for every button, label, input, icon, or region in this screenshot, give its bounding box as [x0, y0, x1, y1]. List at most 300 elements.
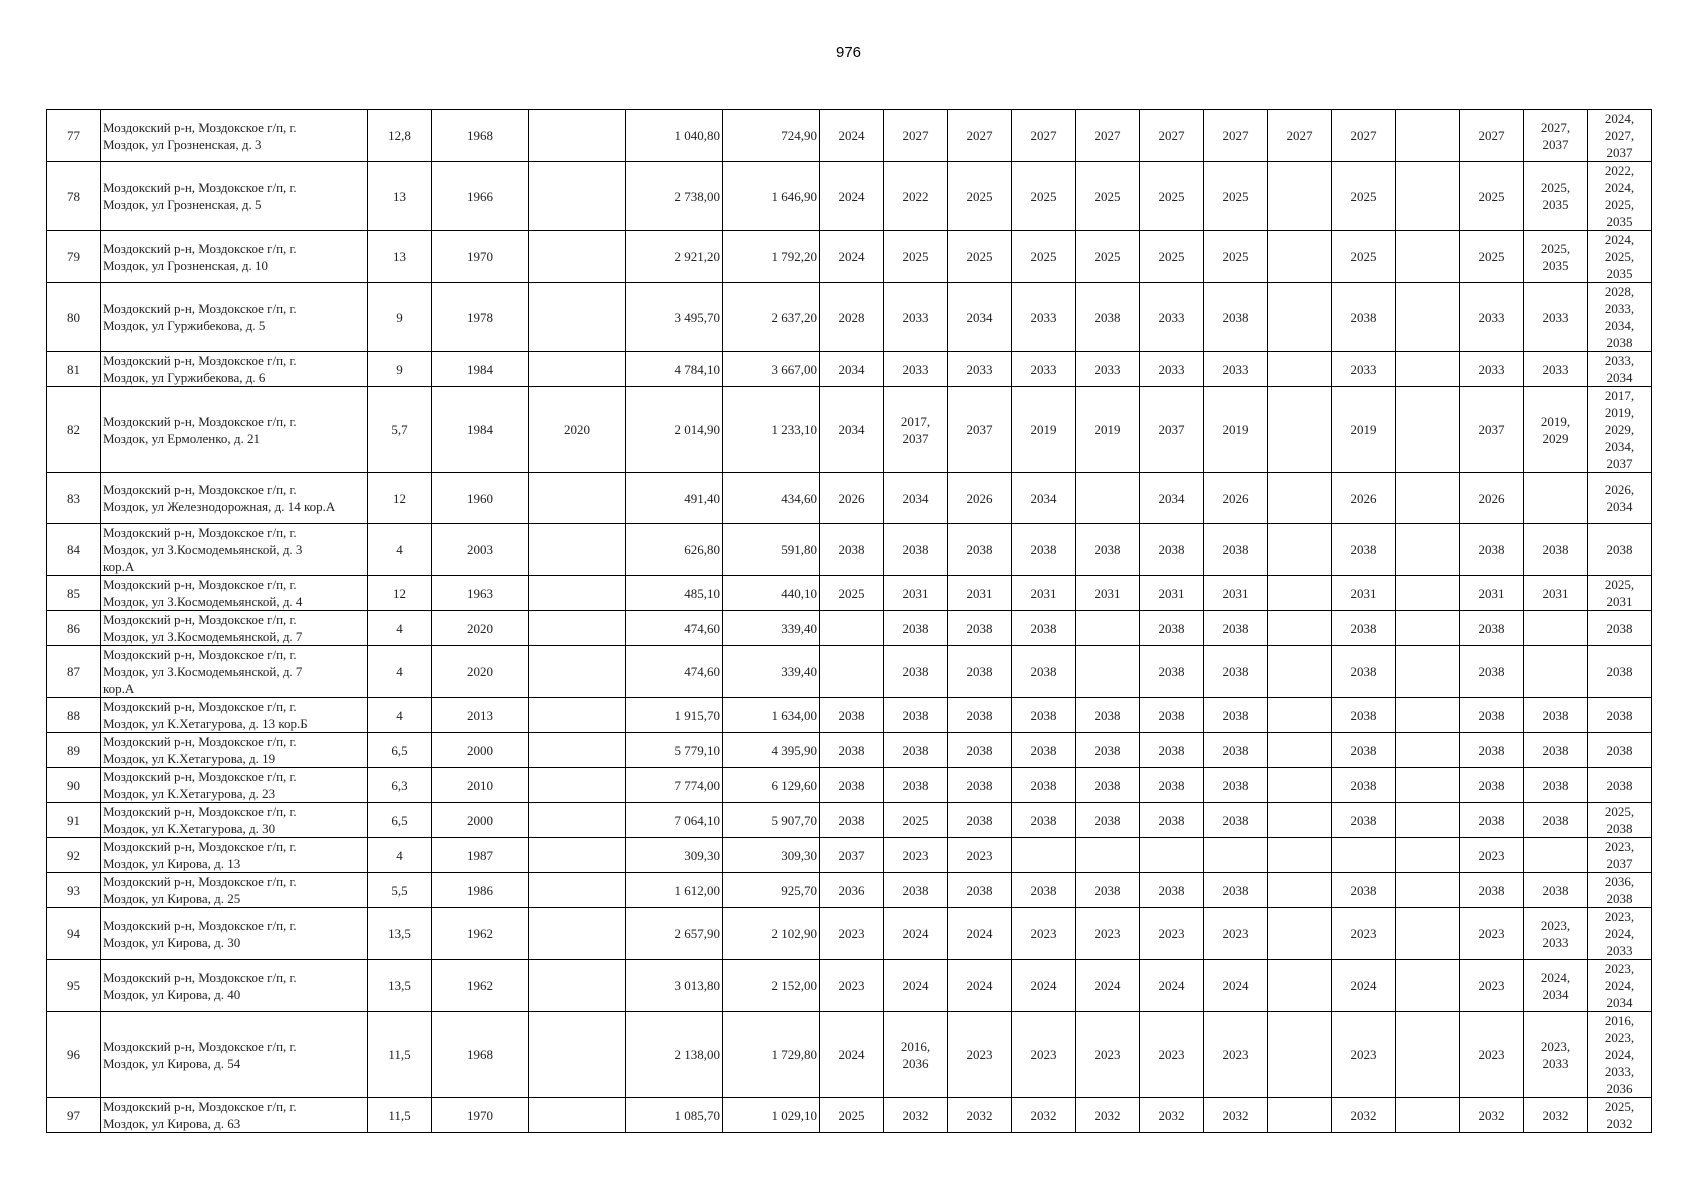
area-total-cell [626, 873, 723, 908]
repair-year-cell [1268, 733, 1332, 768]
repair-year-cell-line: 2023 [838, 978, 865, 993]
area-total-cell-line: 485,10 [684, 585, 720, 601]
area-living-cell-line: 1 792,20 [771, 249, 817, 264]
repair-year-cell [1460, 838, 1524, 873]
repair-year-cell [948, 387, 1012, 473]
repair-year-cell [1140, 524, 1204, 576]
repair-year-cell [1460, 873, 1524, 908]
year-built-cell [432, 576, 529, 611]
repair-year-cell-line: 2025 [1222, 249, 1249, 264]
repair-year-cell [1076, 733, 1140, 768]
repair-year-cell [884, 698, 948, 733]
repair-year-cell-line: 2037 [1158, 422, 1185, 437]
repair-year-cell-line: 2026 [966, 490, 993, 506]
repair-years-combined-cell [1524, 1012, 1588, 1098]
repair-year-cell [820, 524, 884, 576]
repair-year-cell-line: 2023 [966, 1047, 993, 1062]
floors-cell-line: 11,5 [388, 1107, 411, 1123]
repair-year-cell-line: 2038 [1222, 664, 1249, 679]
year-built-cell [432, 908, 529, 960]
repair-year-cell-line: 2038 [1094, 812, 1121, 828]
area-living-cell-line: 3 667,00 [771, 361, 817, 377]
row-number-line: 82 [67, 422, 80, 437]
repair-year-cell-line: 2038 [1158, 742, 1185, 758]
address-cell-line: Моздокский р-н, Моздокское г/п, г. [103, 1038, 297, 1054]
area-living-cell [723, 352, 820, 387]
repair-year-cell [884, 611, 948, 646]
extra-year-cell [529, 768, 626, 803]
repair-year-cell [1460, 162, 1524, 231]
repair-year-cell-line: 2038 [1094, 742, 1121, 758]
repair-year-cell [1396, 803, 1460, 838]
repair-year-cell [1076, 838, 1140, 873]
repair-year-cell [1204, 698, 1268, 733]
address-cell-line: Моздокский р-н, Моздокское г/п, г. [103, 969, 297, 985]
row-number [47, 611, 101, 646]
address-cell-line: Моздокский р-н, Моздокское г/п, г. [103, 482, 297, 497]
repair-year-cell [820, 387, 884, 473]
repair-year-cell [1204, 110, 1268, 162]
repair-year-cell-line: 2025 [1350, 188, 1377, 204]
table-row [47, 283, 1652, 352]
repair-years-combined-cell [1524, 908, 1588, 960]
repair-year-cell [1268, 473, 1332, 524]
area-total-cell-line: 2 138,00 [674, 1047, 720, 1062]
floors-cell [368, 768, 432, 803]
area-total-cell-line: 2 921,20 [674, 249, 720, 264]
repair-year-cell-line: 2023 [1094, 1047, 1121, 1062]
repair-year-cell [1396, 960, 1460, 1012]
repair-year-cell-line: 2027 [966, 128, 993, 143]
year-built-cell-line: 1970 [467, 249, 493, 264]
repair-year-cell [1012, 733, 1076, 768]
address-cell-line: Моздокский р-н, Моздокское г/п, г. [103, 647, 297, 662]
repair-year-cell-line: 2038 [1478, 620, 1505, 636]
repair-year-cell [1076, 873, 1140, 908]
repair-year-cell-line: 2025 [966, 249, 993, 264]
repair-years-total-cell-line: 2038 [1606, 542, 1633, 557]
repair-year-cell [1140, 1012, 1204, 1098]
repair-years-combined-cell [1524, 838, 1588, 873]
area-living-cell [723, 873, 820, 908]
table-row [47, 231, 1652, 283]
extra-year-cell [529, 873, 626, 908]
repair-year-cell-line: 2038 [1350, 742, 1377, 758]
repair-year-cell-line: 2038 [966, 664, 993, 679]
repair-year-cell-line: 2017, [900, 413, 931, 429]
repair-year-cell [1204, 352, 1268, 387]
table-row [47, 646, 1652, 698]
repair-year-cell-line: 2038 [838, 742, 865, 758]
repair-year-cell [1012, 873, 1076, 908]
repair-years-total-cell [1588, 873, 1652, 908]
area-total-cell [626, 838, 723, 873]
table-row [47, 352, 1652, 387]
address-cell [101, 960, 368, 1012]
repair-year-cell [820, 283, 884, 352]
repair-year-cell-line: 2038 [1478, 882, 1505, 898]
repair-years-total-cell [1588, 838, 1652, 873]
repair-year-cell [1460, 473, 1524, 524]
area-living-cell-line: 309,30 [781, 847, 817, 863]
repair-year-cell-line: 2034 [902, 490, 929, 506]
row-number-line: 83 [67, 490, 80, 506]
repair-years-total-cell-line: 2034, [1604, 439, 1635, 454]
year-built-cell-line: 1962 [467, 926, 493, 941]
row-number-line: 80 [67, 309, 80, 325]
repair-year-cell-line: 2027 [1478, 128, 1505, 143]
repair-year-cell [1204, 611, 1268, 646]
repair-year-cell-line: 2031 [902, 585, 929, 601]
table-row [47, 387, 1652, 473]
repair-year-cell-line: 2036 [838, 882, 865, 898]
repair-year-cell-line: 2025 [1158, 249, 1185, 264]
floors-cell-line: 5,7 [391, 422, 408, 437]
row-number-line: 95 [67, 978, 80, 993]
repair-years-total-cell-line: 2037 [1606, 456, 1633, 471]
repair-year-cell [1268, 524, 1332, 576]
row-number-line: 79 [67, 249, 80, 264]
repair-year-cell-line: 2038 [1094, 707, 1121, 723]
repair-year-cell-line: 2038 [1222, 742, 1249, 758]
repair-year-cell-line: 2038 [1094, 309, 1121, 325]
area-total-cell-line: 1 612,00 [674, 882, 720, 898]
floors-cell [368, 733, 432, 768]
year-built-cell-line: 2000 [467, 742, 493, 758]
repair-year-cell [1140, 387, 1204, 473]
repair-year-cell [1204, 231, 1268, 283]
address-cell-line: Моздокский р-н, Моздокское г/п, г. [103, 525, 297, 540]
year-built-cell-line: 2013 [467, 707, 493, 723]
repair-years-combined-cell-line: 2023, [1540, 917, 1571, 933]
repair-year-cell [1332, 162, 1396, 231]
repair-year-cell-line: 2038 [1478, 707, 1505, 723]
row-number [47, 838, 101, 873]
repair-year-cell [884, 524, 948, 576]
floors-cell-line: 9 [396, 361, 403, 377]
area-total-cell-line: 474,60 [684, 620, 720, 636]
year-built-cell [432, 473, 529, 524]
repair-year-cell-line: 2038 [1158, 777, 1185, 793]
repair-year-cell-line: 2037 [838, 847, 865, 863]
floors-cell [368, 473, 432, 524]
area-total-cell-line: 2 657,90 [674, 926, 720, 941]
repair-year-cell [1268, 231, 1332, 283]
repair-year-cell [1140, 873, 1204, 908]
repair-year-cell [1140, 646, 1204, 698]
area-living-cell [723, 803, 820, 838]
repair-year-cell [1460, 803, 1524, 838]
repair-year-cell [820, 611, 884, 646]
address-cell [101, 1098, 368, 1133]
address-cell-line: Моздокский р-н, Моздокское г/п, г. [103, 1099, 297, 1114]
repair-year-cell [1396, 733, 1460, 768]
repair-years-combined-cell-line: 2038 [1542, 812, 1569, 828]
address-cell-line: Моздок, ул Кирова, д. 30 [103, 934, 241, 950]
repair-year-cell-line: 2023 [838, 926, 865, 941]
address-cell-line: Моздок, ул Кирова, д. 25 [103, 891, 241, 906]
repair-year-cell-line: 2031 [1158, 585, 1185, 601]
year-built-cell-line: 1970 [467, 1107, 493, 1123]
repair-years-total-cell-line: 2022, [1604, 163, 1635, 178]
repair-year-cell [1076, 908, 1140, 960]
address-cell [101, 733, 368, 768]
address-cell [101, 283, 368, 352]
repair-year-cell [948, 646, 1012, 698]
repair-year-cell-line: 2025 [1094, 188, 1121, 204]
repair-years-combined-cell [1524, 960, 1588, 1012]
year-built-cell-line: 2020 [467, 664, 493, 679]
row-number-line: 92 [67, 847, 80, 863]
area-total-cell [626, 1012, 723, 1098]
repair-years-total-cell-line: 2034, [1604, 318, 1635, 333]
address-cell-line: Моздок, ул Кирова, д. 13 [103, 856, 241, 871]
repair-year-cell [820, 838, 884, 873]
repair-year-cell [1396, 110, 1460, 162]
repair-years-total-cell-line: 2025, [1604, 1099, 1635, 1114]
repair-year-cell-line: 2038 [1030, 542, 1057, 557]
year-built-cell [432, 162, 529, 231]
repair-year-cell [884, 283, 948, 352]
repair-year-cell [1204, 960, 1268, 1012]
area-living-cell [723, 698, 820, 733]
repair-year-cell [1012, 352, 1076, 387]
repair-year-cell-line: 2038 [1158, 882, 1185, 898]
repair-years-total-cell [1588, 524, 1652, 576]
repair-year-cell-line: 2038 [1478, 742, 1505, 758]
area-total-cell [626, 1098, 723, 1133]
repair-year-cell-line: 2024 [1158, 978, 1185, 993]
repair-year-cell [884, 908, 948, 960]
extra-year-cell [529, 283, 626, 352]
extra-year-cell [529, 576, 626, 611]
address-cell-line: Моздокский р-н, Моздокское г/п, г. [103, 413, 297, 429]
address-cell [101, 162, 368, 231]
repair-year-cell-line: 2038 [1158, 812, 1185, 828]
repair-year-cell [884, 803, 948, 838]
row-number [47, 231, 101, 283]
repair-year-cell [948, 231, 1012, 283]
row-number-line: 90 [67, 777, 80, 793]
repair-years-total-cell-line: 2019, [1604, 405, 1635, 420]
repair-year-cell-line: 2038 [1030, 620, 1057, 636]
extra-year-cell [529, 611, 626, 646]
repair-year-cell [1140, 231, 1204, 283]
area-total-cell [626, 387, 723, 473]
row-number [47, 352, 101, 387]
address-cell-line: Моздок, ул З.Космодемьянской, д. 3 [103, 542, 303, 557]
repair-years-combined-cell-line: 2038 [1542, 742, 1569, 758]
repair-year-cell [884, 162, 948, 231]
repair-years-total-cell [1588, 803, 1652, 838]
area-living-cell-line: 925,70 [781, 882, 817, 898]
address-cell [101, 473, 368, 524]
repair-year-cell-line: 2038 [1222, 812, 1249, 828]
repair-year-cell [1332, 611, 1396, 646]
year-built-cell [432, 1098, 529, 1133]
area-living-cell [723, 646, 820, 698]
repair-year-cell [1012, 768, 1076, 803]
repair-year-cell [1076, 283, 1140, 352]
repair-year-cell-line: 2034 [838, 422, 865, 437]
repair-year-cell [1140, 162, 1204, 231]
repair-years-total-cell [1588, 908, 1652, 960]
table-row [47, 162, 1652, 231]
repair-year-cell-line: 2031 [1478, 585, 1505, 601]
repair-year-cell [1460, 960, 1524, 1012]
extra-year-cell [529, 646, 626, 698]
repair-year-cell [1140, 768, 1204, 803]
repair-year-cell [1076, 1098, 1140, 1133]
address-cell-line: Моздокский р-н, Моздокское г/п, г. [103, 301, 297, 316]
floors-cell [368, 387, 432, 473]
repair-year-cell [820, 698, 884, 733]
area-living-cell [723, 1098, 820, 1133]
repair-year-cell-line: 2024 [1030, 978, 1057, 993]
area-total-cell-line: 1 085,70 [674, 1107, 720, 1123]
repair-years-total-cell-line: 2033 [1606, 943, 1633, 958]
repair-years-total-cell [1588, 162, 1652, 231]
repair-year-cell [1396, 473, 1460, 524]
repair-year-cell [1012, 1098, 1076, 1133]
repair-years-combined-cell [1524, 873, 1588, 908]
area-living-cell [723, 524, 820, 576]
repair-year-cell-line: 2033 [1350, 361, 1377, 377]
repair-year-cell [1396, 873, 1460, 908]
repair-years-combined-cell-line: 2031 [1542, 585, 1569, 601]
area-living-cell [723, 611, 820, 646]
year-built-cell [432, 231, 529, 283]
year-built-cell [432, 352, 529, 387]
repair-year-cell-line: 2024 [902, 978, 929, 993]
row-number [47, 524, 101, 576]
repair-year-cell [1396, 698, 1460, 733]
repair-years-total-cell-line: 2033, [1604, 1064, 1635, 1079]
repair-year-cell [948, 110, 1012, 162]
repair-year-cell-line: 2036 [902, 1055, 929, 1071]
repair-year-cell-line: 2033 [966, 361, 993, 377]
repair-years-total-cell-line: 2038 [1606, 664, 1633, 679]
repair-year-cell-line: 2023 [902, 847, 929, 863]
table-row [47, 873, 1652, 908]
repair-years-combined-cell-line: 2032 [1542, 1107, 1569, 1123]
repair-year-cell-line: 2028 [838, 309, 865, 325]
repair-year-cell-line: 2025 [838, 585, 865, 601]
year-built-cell [432, 646, 529, 698]
floors-cell [368, 698, 432, 733]
area-total-cell-line: 2 014,90 [674, 422, 720, 437]
repair-year-cell [1396, 576, 1460, 611]
repair-year-cell-line: 2025 [902, 249, 929, 264]
repair-year-cell [1332, 231, 1396, 283]
repair-year-cell-line: 2038 [1094, 777, 1121, 793]
repair-year-cell-line: 2027 [1222, 128, 1249, 143]
address-cell [101, 646, 368, 698]
floors-cell-line: 5,5 [391, 882, 408, 898]
repair-year-cell [1332, 283, 1396, 352]
repair-year-cell [1012, 838, 1076, 873]
repair-year-cell-line: 2038 [1350, 882, 1377, 898]
row-number-line: 78 [67, 188, 80, 204]
repair-years-total-cell [1588, 1098, 1652, 1133]
repair-year-cell-line: 2024 [1222, 978, 1249, 993]
area-total-cell-line: 2 738,00 [674, 188, 720, 204]
repair-year-cell-line: 2027 [1286, 128, 1313, 143]
floors-cell-line: 4 [396, 664, 403, 679]
area-living-cell-line: 5 907,70 [771, 812, 817, 828]
floors-cell-line: 4 [396, 620, 403, 636]
address-cell [101, 352, 368, 387]
repair-year-cell-line: 2033 [902, 309, 929, 325]
repair-year-cell [1012, 283, 1076, 352]
repair-year-cell [1076, 698, 1140, 733]
repair-years-total-cell [1588, 576, 1652, 611]
table-row [47, 908, 1652, 960]
repair-year-cell [1204, 768, 1268, 803]
year-built-cell [432, 1012, 529, 1098]
repair-year-cell [1332, 908, 1396, 960]
row-number [47, 733, 101, 768]
repair-year-cell [948, 162, 1012, 231]
repair-year-cell-line: 2038 [1094, 542, 1121, 557]
repair-years-total-cell-line: 2037 [1606, 145, 1633, 160]
repair-year-cell-line: 2025 [902, 812, 929, 828]
repair-year-cell [948, 283, 1012, 352]
repair-year-cell [1268, 838, 1332, 873]
area-living-cell [723, 387, 820, 473]
area-living-cell [723, 473, 820, 524]
repair-year-cell [1396, 768, 1460, 803]
year-built-cell-line: 1984 [467, 422, 493, 437]
repair-year-cell [884, 231, 948, 283]
repair-year-cell-line: 2038 [966, 707, 993, 723]
repair-year-cell-line: 2034 [838, 361, 865, 377]
row-number [47, 283, 101, 352]
repair-year-cell [1204, 1098, 1268, 1133]
repair-year-cell [884, 110, 948, 162]
repair-year-cell [1332, 524, 1396, 576]
extra-year-cell [529, 803, 626, 838]
floors-cell [368, 283, 432, 352]
repair-years-combined-cell [1524, 803, 1588, 838]
repair-year-cell [1332, 768, 1396, 803]
area-living-cell-line: 591,80 [781, 542, 817, 557]
repair-year-cell-line: 2023 [1350, 926, 1377, 941]
address-cell-line: кор.А [103, 681, 135, 696]
repair-year-cell [820, 231, 884, 283]
address-cell-line: Моздок, ул К.Хетагурова, д. 23 [103, 786, 276, 801]
extra-year-cell [529, 162, 626, 231]
repair-year-cell-line: 2031 [1094, 585, 1121, 601]
repair-years-total-cell-line: 2035 [1606, 266, 1633, 281]
repair-year-cell [1268, 110, 1332, 162]
repair-year-cell-line: 2038 [1030, 742, 1057, 758]
extra-year-cell [529, 733, 626, 768]
repair-year-cell [1012, 908, 1076, 960]
area-total-cell [626, 908, 723, 960]
repair-years-combined-cell-line: 2038 [1542, 777, 1569, 793]
floors-cell-line: 4 [396, 847, 403, 863]
repair-years-total-cell-line: 2038 [1606, 891, 1633, 906]
address-cell-line: Моздокский р-н, Моздокское г/п, г. [103, 804, 297, 819]
repair-year-cell-line: 2038 [1350, 542, 1377, 557]
repair-year-cell [1396, 646, 1460, 698]
repair-year-cell [1268, 768, 1332, 803]
repair-year-cell-line: 2024 [1094, 978, 1121, 993]
repair-years-total-cell [1588, 960, 1652, 1012]
area-total-cell [626, 352, 723, 387]
repair-year-cell-line: 2032 [902, 1107, 929, 1123]
